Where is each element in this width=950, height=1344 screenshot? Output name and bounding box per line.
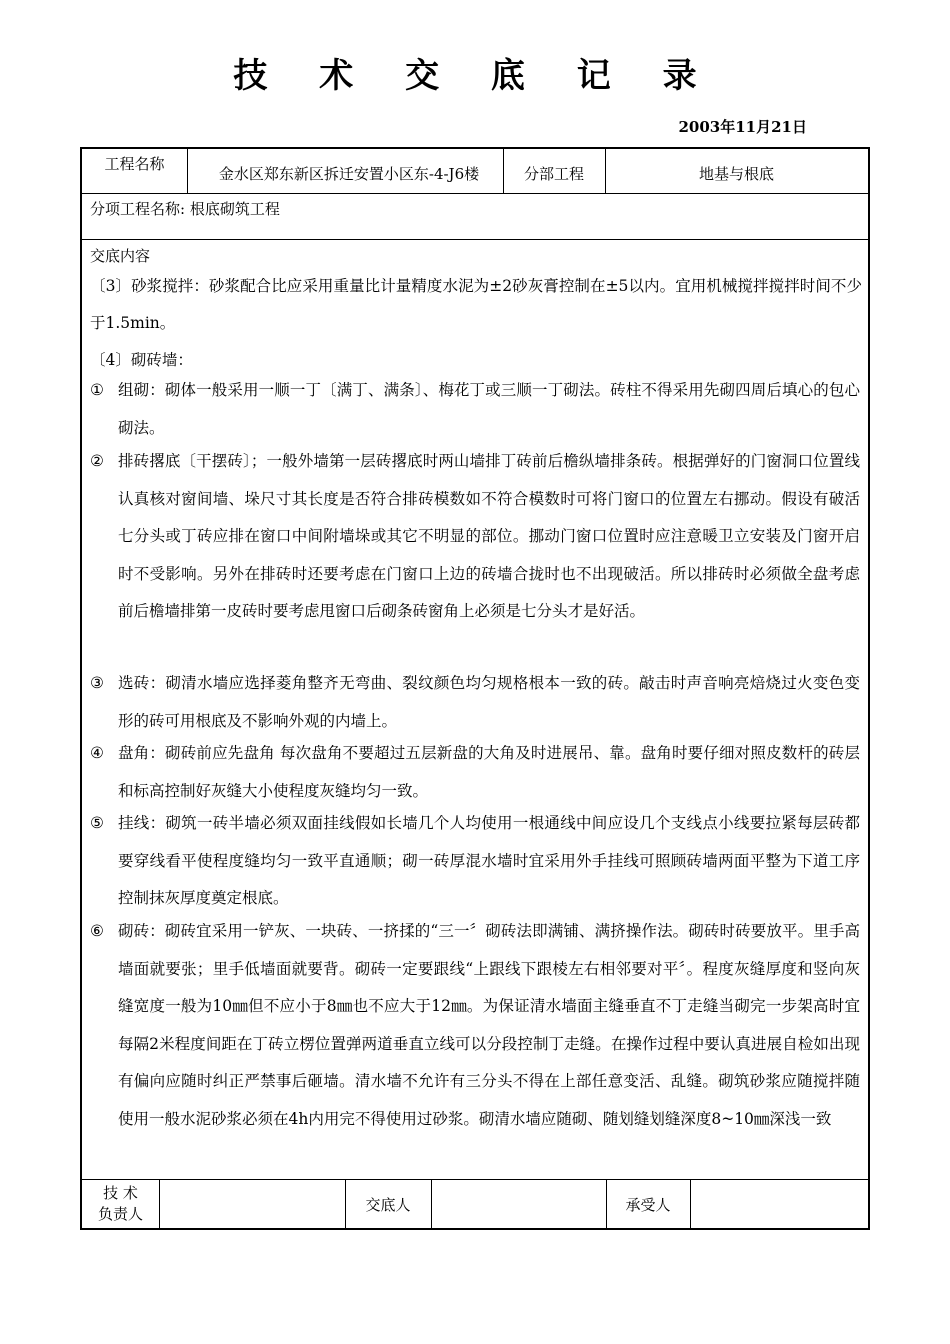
tech-lead-label-line1: 技 术: [103, 1184, 138, 1202]
project-name-value: 金水区郑东新区拆迁安置小区东-4-J6楼: [218, 165, 480, 183]
grid-line: [431, 1179, 432, 1228]
item-number: ⑤: [90, 814, 104, 832]
grid-line: [82, 1179, 868, 1180]
document-title: 技 术 交 底 记 录: [233, 56, 717, 96]
grid-line: [82, 193, 868, 194]
content-heading: 交底内容: [90, 247, 151, 265]
item-number: ⑥: [90, 922, 104, 940]
item-text: 排砖撂底〔干摆砖〕；一般外墙第一层砖撂底时两山墙排丁砖前后檐纵墙排条砖。根据弹好的门窗洞口位置线认真核对窗间墙、垛尺寸其长度是否符合排砖模数如不符合模数时可将门窗口的位置左右挪动。假设有破活七分头或丁砖应排在窗口中间附墙垛或其它不明显的部位。挪动门窗口位置时应注意暖卫立安装及门窗开启时不受影响。另外在排砖时还要考虑在门窗口上边的砖墙合拢时也不出现破活。所以排砖时必须做全盘考虑前后檐墙排第一皮砖时要考虑甩窗口后砌条砖窗角上必须是七分头才是好活。: [118, 452, 860, 620]
project-name-label: 工程名称: [104, 155, 165, 173]
division-value: 地基与根底: [698, 165, 774, 183]
item-number: ②: [90, 452, 104, 470]
grid-line: [187, 149, 188, 193]
wall-heading: 〔4〕砌砖墙：: [90, 351, 193, 369]
discloser-label: 交底人: [365, 1196, 411, 1214]
item-number: ①: [90, 381, 104, 399]
tech-lead-label: [82, 1183, 159, 1225]
grid-line: [82, 239, 868, 240]
subproject-name: 分项工程名称: 根底砌筑工程: [90, 200, 280, 218]
item-text: 挂线：砌筑一砖半墙必须双面挂线假如长墙几个人均使用一根通线中间应设几个支线点小线要拉紧每层砖都要穿线看平使程度缝均匀一致平直通顺；砌一砖厚混水墙时宜采用外手挂线可照顾砖墙两面平整为下道工序控制抹灰厚度奠定根底。: [118, 814, 860, 907]
division-label: 分部工程: [523, 165, 584, 183]
item-text: 盘角：砌砖前应先盘角 每次盘角不要超过五层新盘的大角及时进展吊、靠。盘角时要仔细对照皮数杆的砖层和标高控制好灰缝大小使程度灰缝均匀一致。: [118, 744, 860, 800]
grid-line: [690, 1179, 691, 1228]
grid-line: [605, 149, 606, 193]
tech-lead-label-line2: 负责人: [97, 1205, 143, 1223]
mortar-mixing-paragraph: 〔3〕砂浆搅拌：砂浆配合比应采用重量比计量精度水泥为±2砂灰膏控制在±5以内。宜用机械搅拌搅拌时间不少于1.5min。: [90, 277, 862, 332]
item-text: 组砌：砌体一般采用一顺一丁〔满丁、满条〕、梅花丁或三顺一丁砌法。砖柱不得采用先砌四周后填心的包心砌法。: [118, 381, 860, 437]
item-text: 砌砖：砌砖宜采用一铲灰、一块砖、一挤揉的“三一〞砌砖法即满铺、满挤操作法。砌砖时砖要放平。里手高墙面就要张；里手低墙面就要背。砌砖一定要跟线“上跟线下跟棱左右相邻要对平〞。程度灰缝厚度和竖向灰缝宽度一般为10㎜但不应小于8㎜也不应大于12㎜。为保证清水墙面主缝垂直不丁走缝当砌完一步架高时宜每隔2米程度间距在丁砖立楞位置弹两道垂直立线可以分段控制丁走缝。在操作过程中要认真进展自检如出现有偏向应随时纠正严禁事后砸墙。清水墙不允许有三分头不得在上部任意变活、乱缝。砌筑砂浆应随搅拌随使用一般水泥砂浆必须在4h内用完不得使用过砂浆。砌清水墙应随砌、随划缝划缝深度8~10㎜深浅一致: [118, 922, 860, 1128]
grid-line: [503, 149, 504, 193]
item-number: ③: [90, 674, 104, 692]
item-number: ④: [90, 744, 104, 762]
receiver-label: 承受人: [625, 1196, 671, 1214]
item-text: 选砖：砌清水墙应选择菱角整齐无弯曲、裂纹颜色均匀规格根本一致的砖。敲击时声音响亮焙烧过火变色变形的砖可用根底及不影响外观的内墙上。: [118, 674, 860, 730]
grid-line: [159, 1179, 160, 1228]
document-date: 2003年11月21日: [678, 118, 807, 136]
